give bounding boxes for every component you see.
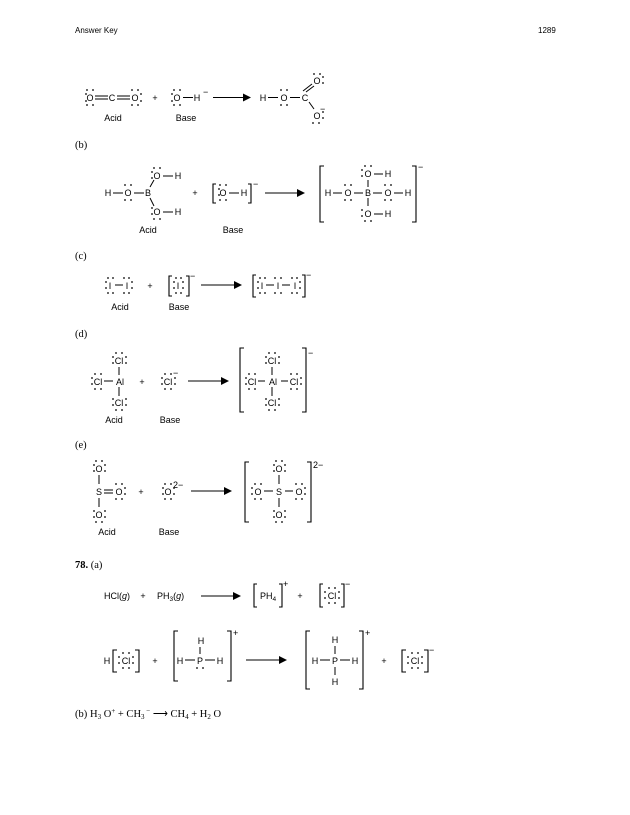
svg-text:S: S: [275, 487, 283, 497]
svg-text:−: −: [345, 579, 351, 589]
svg-text:O: O: [95, 464, 103, 474]
svg-text:O: O: [153, 207, 161, 217]
reaction-78a-equation: [104, 579, 350, 607]
svg-text:Base: Base: [168, 302, 190, 312]
svg-text:S: S: [95, 487, 103, 497]
svg-text:O: O: [313, 111, 321, 121]
svg-text:PH3(g): $PH_3(g)$: [157, 591, 185, 603]
svg-text:B: B: [364, 188, 372, 198]
svg-text:H: H: [331, 635, 339, 645]
svg-text:Cl: Cl: [121, 656, 131, 666]
svg-text:Cl: Cl: [267, 356, 277, 366]
svg-text:Base: Base: [158, 527, 180, 537]
svg-text:+: +: [138, 487, 144, 497]
svg-text:−: −: [308, 348, 314, 358]
svg-text:H: H: [384, 169, 392, 179]
svg-text:+: +: [381, 656, 387, 666]
svg-text:−: −: [418, 162, 424, 172]
svg-text:−: −: [190, 271, 196, 281]
svg-text:O: O: [86, 93, 94, 103]
svg-text:H: H: [404, 188, 412, 198]
svg-text:C: C: [108, 93, 116, 103]
svg-text:Al: Al: [115, 377, 125, 387]
svg-text:+: +: [233, 628, 239, 638]
plus-sign: +: [152, 93, 158, 103]
svg-text:H: H: [193, 93, 201, 103]
svg-text:P: P: [196, 656, 204, 666]
svg-text:O: O: [173, 93, 181, 103]
svg-text:+: +: [152, 656, 158, 666]
svg-text:+: +: [192, 188, 198, 198]
svg-text:H: H: [384, 209, 392, 219]
reaction-78b: [75, 707, 222, 721]
svg-text:O: O: [115, 487, 123, 497]
svg-text:O: O: [124, 188, 132, 198]
base-label: Base: [175, 113, 197, 123]
svg-text:O: O: [275, 464, 283, 474]
svg-text:+: +: [147, 281, 153, 291]
svg-text:O: O: [344, 188, 352, 198]
svg-text:Al: Al: [268, 377, 278, 387]
svg-text:O: O: [275, 510, 283, 520]
acid-label: Acid: [104, 113, 122, 123]
svg-text:I: I: [260, 281, 264, 291]
svg-text:O: O: [254, 487, 262, 497]
svg-text:H: H: [216, 656, 224, 666]
svg-text:Cl: Cl: [163, 377, 173, 387]
svg-text:−: −: [203, 87, 209, 97]
svg-text:Cl: Cl: [114, 398, 124, 408]
svg-text:H: H: [174, 207, 182, 217]
svg-text:I: I: [125, 281, 129, 291]
svg-text:O: O: [295, 487, 303, 497]
svg-text:Cl: Cl: [93, 377, 103, 387]
svg-text:−: −: [173, 368, 179, 378]
svg-text:P: P: [331, 656, 339, 666]
svg-text:HCl(g): HCl(g): [104, 591, 131, 601]
svg-text:+: +: [365, 628, 371, 638]
svg-text:Acid: Acid: [98, 527, 116, 537]
svg-text:2−: 2−: [173, 480, 184, 490]
svg-text:+: +: [140, 591, 146, 601]
svg-text:−: −: [253, 179, 259, 189]
svg-text:−: −: [306, 270, 312, 280]
svg-text:Acid: Acid: [105, 415, 123, 425]
svg-text:C: C: [301, 93, 309, 103]
svg-text:Acid: Acid: [111, 302, 129, 312]
reaction-b: [105, 162, 424, 235]
reaction-c: [105, 270, 311, 312]
svg-text:B: B: [144, 188, 152, 198]
svg-text:O: O: [219, 188, 227, 198]
svg-text:O: O: [280, 93, 288, 103]
reaction-a: [85, 73, 325, 124]
svg-text:+: +: [297, 591, 303, 601]
svg-text:H: H: [197, 636, 205, 646]
svg-text:H: H: [324, 188, 332, 198]
svg-text:PH4: $PH_4$: [260, 591, 277, 603]
question-number: 78.: [75, 560, 89, 571]
svg-text:H: H: [174, 171, 182, 181]
svg-text:O: O: [153, 171, 161, 181]
svg-text:+: +: [139, 377, 145, 387]
svg-text:O: O: [131, 93, 139, 103]
svg-text:H: H: [104, 188, 112, 198]
section-label-b: (b): [75, 140, 88, 151]
svg-text:2−: 2−: [313, 460, 324, 470]
reaction-d: [91, 348, 313, 425]
svg-text:Cl: Cl: [247, 377, 257, 387]
svg-text:H: H: [259, 93, 267, 103]
svg-text:Acid: Acid: [139, 225, 157, 235]
section-label-e: (e): [75, 440, 87, 451]
svg-text:H: H: [240, 188, 248, 198]
running-header: Answer Key: [75, 26, 118, 35]
svg-text:O: O: [364, 169, 372, 179]
svg-text:I: I: [293, 281, 297, 291]
svg-text:H: H: [103, 656, 111, 666]
svg-text:H: H: [331, 677, 339, 687]
svg-text:O: O: [313, 76, 321, 86]
section-label-d: (d): [75, 329, 88, 340]
svg-text:−: −: [429, 645, 435, 655]
svg-text:Cl: Cl: [267, 398, 277, 408]
svg-text:I: I: [176, 281, 180, 291]
reaction-78a-lewis: [104, 628, 435, 689]
svg-text:O: O: [164, 487, 172, 497]
part-b-label: (b): [75, 709, 88, 720]
part-b-equation: H3 O+ + CH3 − ⟶ CH4 + H2 O: [90, 707, 222, 721]
svg-text:Cl: Cl: [410, 656, 420, 666]
svg-text:Cl: Cl: [327, 591, 337, 601]
question-part-label: (a): [90, 560, 103, 571]
svg-text:Cl: Cl: [114, 356, 124, 366]
page-number: 1289: [538, 26, 556, 35]
svg-text:O: O: [364, 209, 372, 219]
section-label-c: (c): [75, 251, 87, 262]
svg-text:H: H: [176, 656, 184, 666]
reaction-e: [93, 460, 323, 537]
svg-text:+: +: [283, 579, 289, 589]
svg-text:O: O: [95, 510, 103, 520]
svg-text:I: I: [276, 281, 280, 291]
svg-text:H: H: [311, 656, 319, 666]
svg-text:Base: Base: [222, 225, 244, 235]
svg-text:Base: Base: [159, 415, 181, 425]
svg-text:O: O: [384, 188, 392, 198]
svg-text:I: I: [108, 281, 112, 291]
svg-text:Cl: Cl: [289, 377, 299, 387]
svg-text:H: H: [351, 656, 359, 666]
svg-text:−: −: [320, 104, 326, 114]
